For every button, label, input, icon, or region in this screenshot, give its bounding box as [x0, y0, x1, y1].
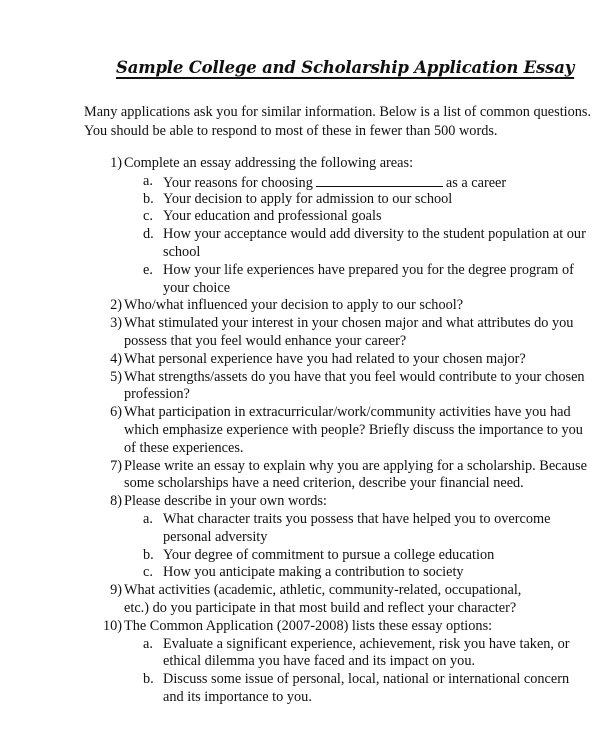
intro-paragraph — [84, 103, 592, 141]
sub-question-text: Evaluate a significant experience, achievement, risk you have taken, or — [163, 635, 570, 652]
sub-question-line — [0, 636, 600, 654]
sub-question-text: Discuss some issue of personal, local, national or international concern — [163, 671, 570, 688]
sub-question-text: ethical dilemma you have faced and its impact on you. — [163, 653, 476, 670]
sub-question-letter: c. — [143, 564, 153, 581]
question-line — [0, 297, 600, 315]
sub-question-letter: d. — [143, 226, 154, 243]
question-number: 9) — [110, 582, 122, 599]
question-item — [0, 351, 600, 369]
question-text: What stimulated your interest in your chosen major and what attributes do you — [124, 315, 574, 332]
question-text: Please write an essay to explain why you are applying for a scholarship. Because — [124, 457, 587, 474]
sub-question-letter: a. — [143, 172, 153, 189]
sub-question-text: Your education and professional goals — [163, 208, 382, 225]
question-item — [0, 493, 600, 582]
question-line — [0, 582, 600, 600]
intro-line: Many applications ask you for similar information. Below is a list of common questions. — [84, 104, 592, 120]
question-text: What participation in extracurricular/work/community activities have you had — [124, 404, 571, 421]
sub-question-line — [0, 280, 600, 298]
sub-question-letter: b. — [143, 671, 154, 688]
sub-question-text-part: as a career — [445, 174, 507, 191]
sub-question-text-part: Your reasons for choosing — [163, 174, 313, 191]
sub-question-line — [0, 653, 600, 671]
sub-question-line — [0, 564, 600, 582]
question-line — [0, 155, 600, 173]
question-line — [0, 600, 600, 618]
sub-question-text: Your decision to apply for admission to our school — [163, 190, 453, 207]
question-text: some scholarships have a need criterion, describe your financial need. — [124, 475, 524, 492]
question-item — [0, 404, 600, 457]
question-line — [0, 404, 600, 422]
sub-question-letter: a. — [143, 635, 153, 652]
question-text: What strengths/assets do you have that you feel would contribute to your chosen — [124, 368, 585, 385]
sub-question-letter: b. — [143, 546, 154, 563]
question-line — [0, 618, 600, 636]
question-text: Please describe in your own words: — [124, 493, 327, 510]
sub-question-text: school — [163, 243, 201, 260]
question-line — [0, 333, 600, 351]
sub-question-line — [0, 262, 600, 280]
sub-question-line — [0, 191, 600, 209]
question-line — [0, 315, 600, 333]
question-text: which emphasize experience with people? Briefly discuss the importance to you — [124, 421, 583, 438]
question-text: etc.) do you participate in that most build and reflect your character? — [124, 599, 517, 616]
question-number: 4) — [110, 350, 122, 367]
question-text: of these experiences. — [124, 439, 244, 456]
sub-question-text: What character traits you possess that have helped you to overcome — [163, 510, 551, 527]
question-line — [0, 475, 600, 493]
question-line — [0, 440, 600, 458]
question-line — [0, 422, 600, 440]
question-line — [0, 351, 600, 369]
question-item — [0, 297, 600, 315]
question-item — [0, 582, 600, 618]
sub-question-letter: b. — [143, 190, 154, 207]
question-item — [0, 155, 600, 297]
question-text: Complete an essay addressing the following areas: — [124, 155, 414, 171]
question-text: What activities (academic, athletic, community-related, occupational, — [124, 582, 522, 599]
sub-question-letter: a. — [143, 510, 153, 527]
question-item — [0, 458, 600, 494]
sub-question-line — [0, 511, 600, 529]
sub-question-line — [0, 173, 600, 191]
question-number: 6) — [110, 404, 122, 421]
question-line — [0, 493, 600, 511]
question-item — [0, 369, 600, 405]
question-number: 3) — [110, 315, 122, 332]
sub-question-line — [0, 226, 600, 244]
sub-question-line — [0, 547, 600, 565]
question-number: 1) — [110, 155, 122, 171]
question-number: 10) — [102, 617, 122, 634]
sub-question-text: How you anticipate making a contribution to society — [163, 564, 464, 581]
sub-question-text: your choice — [163, 279, 231, 296]
question-number: 7) — [110, 457, 122, 474]
sub-question-text: personal adversity — [163, 528, 268, 545]
question-text: Who/what influenced your decision to apply to our school? — [124, 297, 464, 314]
sub-question-letter: e. — [143, 261, 153, 278]
question-line — [0, 458, 600, 476]
question-item — [0, 618, 600, 707]
sub-question-line — [0, 689, 600, 707]
sub-question-line — [0, 208, 600, 226]
question-list — [0, 155, 600, 707]
question-text: profession? — [124, 386, 190, 403]
sub-question-text: Your degree of commitment to pursue a college education — [163, 546, 495, 563]
document-title: Sample College and Scholarship Application Essay — [116, 58, 575, 77]
question-number: 8) — [110, 493, 122, 510]
sub-question-line — [0, 244, 600, 262]
fill-in-blank-line — [316, 173, 443, 187]
question-text: possess that you feel would enhance your career? — [124, 332, 407, 349]
question-number: 2) — [110, 297, 122, 314]
question-item — [0, 315, 600, 351]
intro-line: You should be able to respond to most of these in fewer than 500 words. — [84, 123, 498, 139]
sub-question-line — [0, 671, 600, 689]
sub-question-letter: c. — [143, 208, 153, 225]
question-number: 5) — [110, 368, 122, 385]
question-text: The Common Application (2007-2008) lists these essay options: — [124, 617, 493, 634]
sub-question-text: How your life experiences have prepared you for the degree program of — [163, 261, 574, 278]
question-text: What personal experience have you had related to your chosen major? — [124, 350, 526, 367]
sub-question-text: How your acceptance would add diversity to the student population at our — [163, 226, 586, 243]
question-line — [0, 369, 600, 387]
sub-question-line — [0, 529, 600, 547]
question-line — [0, 386, 600, 404]
sub-question-text: and its importance to you. — [163, 688, 312, 705]
